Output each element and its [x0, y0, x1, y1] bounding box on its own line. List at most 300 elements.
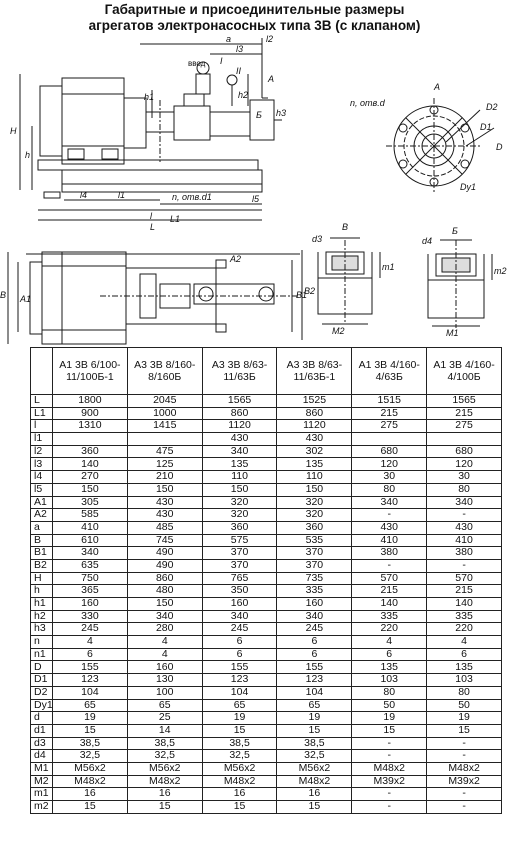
- value-cell: 135: [202, 458, 277, 471]
- value-cell: 860: [127, 572, 202, 585]
- table-row: [31, 762, 502, 775]
- svg-text:n, отв.d1: n, отв.d1: [172, 192, 212, 202]
- value-cell: 150: [277, 483, 352, 496]
- table-row: [31, 775, 502, 788]
- value-cell: 6: [53, 648, 128, 661]
- value-cell: 635: [53, 559, 128, 572]
- value-cell: 32,5: [277, 750, 352, 763]
- param-cell: d3: [31, 737, 53, 750]
- svg-text:B2: B2: [304, 286, 316, 296]
- value-cell: -: [352, 559, 427, 572]
- value-cell: -: [427, 737, 502, 750]
- value-cell: 575: [202, 534, 277, 547]
- table-row: [31, 585, 502, 598]
- value-cell: 65: [202, 699, 277, 712]
- value-cell: 245: [53, 623, 128, 636]
- param-cell: h: [31, 585, 53, 598]
- value-cell: 160: [277, 598, 352, 611]
- value-cell: M56x2: [53, 762, 128, 775]
- svg-text:Dy1: Dy1: [460, 182, 477, 192]
- svg-text:h2: h2: [238, 90, 249, 100]
- param-cell: l2: [31, 445, 53, 458]
- value-cell: 104: [53, 686, 128, 699]
- table-row: [31, 788, 502, 801]
- param-cell: H: [31, 572, 53, 585]
- param-cell: l1: [31, 433, 53, 446]
- value-cell: -: [352, 509, 427, 522]
- value-cell: M48x2: [352, 762, 427, 775]
- value-cell: 305: [53, 496, 128, 509]
- svg-text:D2: D2: [486, 102, 498, 112]
- param-cell: h2: [31, 610, 53, 623]
- value-cell: 430: [277, 433, 352, 446]
- value-cell: 900: [53, 407, 128, 420]
- value-cell: 570: [427, 572, 502, 585]
- value-cell: 19: [427, 712, 502, 725]
- front-view: [20, 38, 282, 220]
- value-cell: 19: [53, 712, 128, 725]
- value-cell: 14: [127, 724, 202, 737]
- value-cell: 490: [127, 559, 202, 572]
- value-cell: 1120: [277, 420, 352, 433]
- param-cell: A2: [31, 509, 53, 522]
- value-cell: 65: [127, 699, 202, 712]
- value-cell: 610: [53, 534, 128, 547]
- table-row: [31, 509, 502, 522]
- svg-text:l3: l3: [236, 44, 244, 54]
- value-cell: 340: [202, 610, 277, 623]
- table-row: [31, 471, 502, 484]
- value-cell: -: [427, 750, 502, 763]
- value-cell: 365: [53, 585, 128, 598]
- value-cell: 15: [277, 801, 352, 814]
- value-cell: -: [427, 788, 502, 801]
- value-cell: 15: [352, 724, 427, 737]
- value-cell: 50: [427, 699, 502, 712]
- table-body: [31, 395, 502, 814]
- value-cell: 340: [53, 547, 128, 560]
- page-title: [0, 2, 509, 34]
- value-cell: 155: [53, 661, 128, 674]
- value-cell: 50: [352, 699, 427, 712]
- value-cell: 490: [127, 547, 202, 560]
- value-cell: -: [352, 737, 427, 750]
- value-cell: 6: [202, 648, 277, 661]
- table-row: [31, 750, 502, 763]
- value-cell: 210: [127, 471, 202, 484]
- title-line-2: агрегатов электронасосных типа 3В (с клапаном): [88, 18, 421, 33]
- param-cell: A1: [31, 496, 53, 509]
- svg-text:h1: h1: [144, 92, 155, 102]
- value-cell: 570: [352, 572, 427, 585]
- svg-text:B: B: [0, 290, 7, 300]
- value-cell: 140: [53, 458, 128, 471]
- detail-b: [428, 240, 492, 328]
- svg-text:II: II: [236, 66, 242, 76]
- flange-view: [386, 98, 494, 194]
- value-cell: -: [427, 801, 502, 814]
- dimensions-table: [30, 347, 502, 814]
- param-cell: L: [31, 395, 53, 408]
- value-cell: 360: [53, 445, 128, 458]
- value-cell: 160: [53, 598, 128, 611]
- value-cell: 30: [427, 471, 502, 484]
- svg-text:h3: h3: [276, 108, 287, 118]
- svg-text:Б: Б: [256, 110, 262, 120]
- svg-text:m1: m1: [382, 262, 395, 272]
- param-cell: l: [31, 420, 53, 433]
- value-cell: M56x2: [127, 762, 202, 775]
- value-cell: 103: [427, 674, 502, 687]
- value-cell: 302: [277, 445, 352, 458]
- param-header: [31, 348, 53, 395]
- table-row: [31, 420, 502, 433]
- param-cell: n: [31, 636, 53, 649]
- value-cell: 585: [53, 509, 128, 522]
- table-row: [31, 623, 502, 636]
- value-cell: 103: [352, 674, 427, 687]
- value-cell: 6: [277, 636, 352, 649]
- param-cell: d: [31, 712, 53, 725]
- value-cell: 104: [277, 686, 352, 699]
- table-row: [31, 445, 502, 458]
- value-cell: -: [427, 509, 502, 522]
- value-cell: 155: [202, 661, 277, 674]
- value-cell: 30: [352, 471, 427, 484]
- value-cell: 535: [277, 534, 352, 547]
- value-cell: M48x2: [427, 762, 502, 775]
- column-header: А1 3В 4/160-4/63Б: [352, 348, 427, 395]
- svg-text:d4: d4: [422, 236, 433, 246]
- value-cell: 4: [427, 636, 502, 649]
- value-cell: 1565: [427, 395, 502, 408]
- param-cell: Dy1: [31, 699, 53, 712]
- value-cell: 150: [202, 483, 277, 496]
- value-cell: 220: [352, 623, 427, 636]
- value-cell: 320: [277, 509, 352, 522]
- table-row: [31, 534, 502, 547]
- value-cell: 485: [127, 521, 202, 534]
- value-cell: 80: [352, 483, 427, 496]
- value-cell: 320: [202, 509, 277, 522]
- value-cell: 15: [277, 724, 352, 737]
- table-row: [31, 521, 502, 534]
- value-cell: 220: [427, 623, 502, 636]
- value-cell: -: [352, 801, 427, 814]
- value-cell: 335: [277, 585, 352, 598]
- param-cell: d4: [31, 750, 53, 763]
- value-cell: 340: [202, 445, 277, 458]
- param-cell: m2: [31, 801, 53, 814]
- value-cell: 1515: [352, 395, 427, 408]
- param-cell: D1: [31, 674, 53, 687]
- param-cell: D: [31, 661, 53, 674]
- value-cell: 155: [277, 661, 352, 674]
- table-row: [31, 686, 502, 699]
- value-cell: 65: [277, 699, 352, 712]
- value-cell: 680: [427, 445, 502, 458]
- value-cell: 4: [127, 648, 202, 661]
- param-cell: M2: [31, 775, 53, 788]
- svg-text:В: В: [342, 222, 349, 232]
- value-cell: 360: [277, 521, 352, 534]
- value-cell: 340: [277, 610, 352, 623]
- value-cell: 100: [127, 686, 202, 699]
- value-cell: 110: [277, 471, 352, 484]
- value-cell: 80: [427, 686, 502, 699]
- column-header: А3 3В 8/160-8/160Б: [127, 348, 202, 395]
- value-cell: 410: [352, 534, 427, 547]
- value-cell: 380: [352, 547, 427, 560]
- value-cell: -: [352, 788, 427, 801]
- value-cell: 160: [127, 661, 202, 674]
- front-view-labels: [10, 34, 286, 232]
- value-cell: 430: [352, 521, 427, 534]
- table-row: [31, 559, 502, 572]
- table-row: [31, 598, 502, 611]
- value-cell: 25: [127, 712, 202, 725]
- value-cell: 1310: [53, 420, 128, 433]
- value-cell: 150: [53, 483, 128, 496]
- svg-text:l4: l4: [80, 190, 88, 200]
- svg-text:D: D: [496, 142, 503, 152]
- value-cell: 1525: [277, 395, 352, 408]
- value-cell: 215: [352, 585, 427, 598]
- plan-view: [8, 250, 302, 344]
- table-row: [31, 724, 502, 737]
- title-line-1: Габаритные и присоединительные размеры: [104, 2, 405, 17]
- svg-text:L: L: [150, 222, 156, 232]
- svg-text:D1: D1: [480, 122, 492, 132]
- param-cell: B: [31, 534, 53, 547]
- column-header: А3 3В 8/63-11/63Б: [202, 348, 277, 395]
- value-cell: 735: [277, 572, 352, 585]
- value-cell: 16: [277, 788, 352, 801]
- value-cell: 360: [202, 521, 277, 534]
- param-cell: D2: [31, 686, 53, 699]
- value-cell: M56x2: [277, 762, 352, 775]
- value-cell: 320: [277, 496, 352, 509]
- svg-text:A1: A1: [20, 294, 32, 304]
- value-cell: 380: [427, 547, 502, 560]
- value-cell: 150: [127, 483, 202, 496]
- svg-text:A2: A2: [230, 254, 242, 264]
- value-cell: -: [427, 559, 502, 572]
- table-row: [31, 395, 502, 408]
- value-cell: 430: [427, 521, 502, 534]
- value-cell: 6: [202, 636, 277, 649]
- value-cell: 370: [202, 559, 277, 572]
- value-cell: 1565: [202, 395, 277, 408]
- param-cell: l3: [31, 458, 53, 471]
- value-cell: 120: [427, 458, 502, 471]
- svg-text:a: a: [226, 34, 232, 44]
- table-row: [31, 547, 502, 560]
- value-cell: 680: [352, 445, 427, 458]
- svg-text:l1: l1: [118, 190, 126, 200]
- value-cell: 15: [427, 724, 502, 737]
- column-header: А1 3В 4/160-4/100Б: [427, 348, 502, 395]
- svg-text:Б: Б: [452, 226, 458, 236]
- table-row: [31, 674, 502, 687]
- value-cell: 125: [127, 458, 202, 471]
- value-cell: 270: [53, 471, 128, 484]
- param-cell: B1: [31, 547, 53, 560]
- value-cell: 275: [427, 420, 502, 433]
- value-cell: 15: [202, 801, 277, 814]
- param-cell: l5: [31, 483, 53, 496]
- table-row: [31, 661, 502, 674]
- param-cell: l4: [31, 471, 53, 484]
- value-cell: 6: [352, 648, 427, 661]
- param-cell: B2: [31, 559, 53, 572]
- param-cell: n1: [31, 648, 53, 661]
- value-cell: M39x2: [352, 775, 427, 788]
- value-cell: 15: [53, 801, 128, 814]
- value-cell: 80: [427, 483, 502, 496]
- technical-drawing: [0, 34, 509, 346]
- value-cell: 19: [352, 712, 427, 725]
- table-row: [31, 458, 502, 471]
- value-cell: 245: [202, 623, 277, 636]
- table-header-row: [31, 348, 502, 395]
- value-cell: 32,5: [53, 750, 128, 763]
- table-row: [31, 610, 502, 623]
- value-cell: 80: [352, 686, 427, 699]
- value-cell: [127, 433, 202, 446]
- value-cell: 19: [277, 712, 352, 725]
- value-cell: 104: [202, 686, 277, 699]
- value-cell: 320: [202, 496, 277, 509]
- value-cell: 1120: [202, 420, 277, 433]
- detail-v: [318, 238, 380, 324]
- value-cell: 1800: [53, 395, 128, 408]
- value-cell: [427, 433, 502, 446]
- svg-text:ввод: ввод: [188, 59, 206, 68]
- value-cell: M48x2: [127, 775, 202, 788]
- svg-text:B1: B1: [296, 290, 308, 300]
- value-cell: 38,5: [277, 737, 352, 750]
- value-cell: 38,5: [202, 737, 277, 750]
- value-cell: 16: [127, 788, 202, 801]
- param-cell: m1: [31, 788, 53, 801]
- value-cell: M56x2: [202, 762, 277, 775]
- value-cell: 335: [352, 610, 427, 623]
- table-row: [31, 433, 502, 446]
- svg-text:d3: d3: [312, 234, 323, 244]
- svg-text:h: h: [25, 150, 31, 160]
- svg-text:I: I: [220, 56, 223, 66]
- table-row: [31, 801, 502, 814]
- table-row: [31, 496, 502, 509]
- value-cell: 275: [352, 420, 427, 433]
- value-cell: M48x2: [202, 775, 277, 788]
- value-cell: 430: [127, 496, 202, 509]
- table-row: [31, 636, 502, 649]
- value-cell: 150: [127, 598, 202, 611]
- value-cell: 4: [127, 636, 202, 649]
- table-row: [31, 712, 502, 725]
- value-cell: 1415: [127, 420, 202, 433]
- value-cell: 16: [53, 788, 128, 801]
- value-cell: 215: [427, 407, 502, 420]
- value-cell: 370: [277, 559, 352, 572]
- value-cell: 32,5: [202, 750, 277, 763]
- param-cell: M1: [31, 762, 53, 775]
- value-cell: 110: [202, 471, 277, 484]
- table-row: [31, 407, 502, 420]
- value-cell: 410: [427, 534, 502, 547]
- param-cell: a: [31, 521, 53, 534]
- value-cell: 410: [53, 521, 128, 534]
- value-cell: 4: [53, 636, 128, 649]
- svg-text:M1: M1: [446, 328, 459, 338]
- table-row: [31, 648, 502, 661]
- column-header: А1 3В 6/100-11/100Б-1: [53, 348, 128, 395]
- value-cell: M48x2: [277, 775, 352, 788]
- value-cell: 140: [427, 598, 502, 611]
- value-cell: M39x2: [427, 775, 502, 788]
- value-cell: 335: [427, 610, 502, 623]
- value-cell: 860: [202, 407, 277, 420]
- value-cell: 140: [352, 598, 427, 611]
- value-cell: 215: [352, 407, 427, 420]
- svg-text:l2: l2: [266, 34, 274, 44]
- value-cell: 750: [53, 572, 128, 585]
- value-cell: 245: [277, 623, 352, 636]
- svg-text:m2: m2: [494, 266, 507, 276]
- value-cell: 123: [202, 674, 277, 687]
- param-cell: h3: [31, 623, 53, 636]
- value-cell: 480: [127, 585, 202, 598]
- value-cell: 215: [427, 585, 502, 598]
- svg-text:n, отв.d: n, отв.d: [350, 98, 385, 108]
- column-header: А3 3В 8/63-11/63Б-1: [277, 348, 352, 395]
- value-cell: 130: [127, 674, 202, 687]
- table-row: [31, 572, 502, 585]
- param-cell: L1: [31, 407, 53, 420]
- value-cell: 430: [127, 509, 202, 522]
- value-cell: 32,5: [127, 750, 202, 763]
- value-cell: 340: [127, 610, 202, 623]
- value-cell: 4: [352, 636, 427, 649]
- svg-text:H: H: [10, 126, 17, 136]
- value-cell: 38,5: [127, 737, 202, 750]
- value-cell: 860: [277, 407, 352, 420]
- table-row: [31, 737, 502, 750]
- value-cell: M48x2: [53, 775, 128, 788]
- svg-text:l: l: [150, 211, 152, 221]
- value-cell: 745: [127, 534, 202, 547]
- value-cell: 1000: [127, 407, 202, 420]
- table-row: [31, 483, 502, 496]
- value-cell: 330: [53, 610, 128, 623]
- value-cell: 340: [352, 496, 427, 509]
- value-cell: 6: [427, 648, 502, 661]
- table-row: [31, 699, 502, 712]
- value-cell: 15: [127, 801, 202, 814]
- value-cell: 765: [202, 572, 277, 585]
- svg-text:А: А: [268, 74, 275, 84]
- value-cell: 135: [277, 458, 352, 471]
- value-cell: 2045: [127, 395, 202, 408]
- value-cell: 340: [427, 496, 502, 509]
- value-cell: 19: [202, 712, 277, 725]
- value-cell: 475: [127, 445, 202, 458]
- value-cell: 370: [202, 547, 277, 560]
- svg-text:L1: L1: [170, 214, 181, 224]
- value-cell: 160: [202, 598, 277, 611]
